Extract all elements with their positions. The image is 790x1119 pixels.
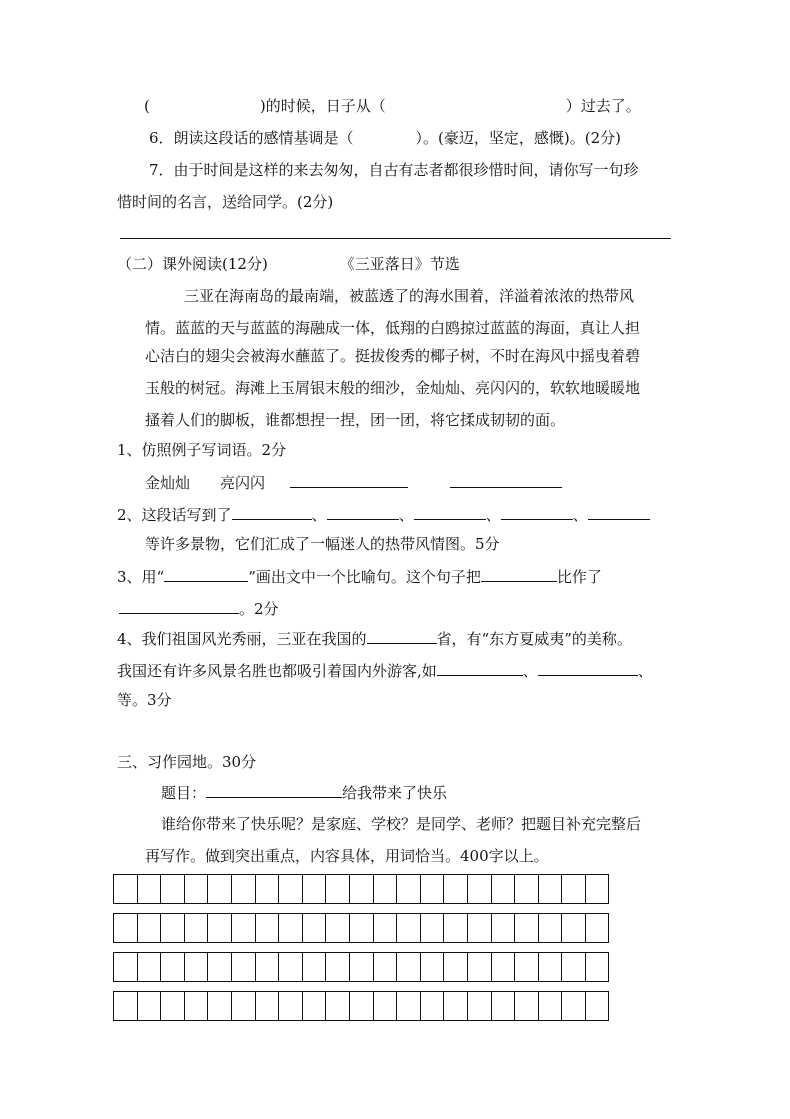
blank-scene-2[interactable]	[327, 504, 399, 520]
fill-line-days	[144, 96, 641, 116]
q2-text: 2、这段话写到了	[117, 506, 232, 524]
question-b3-cont	[119, 598, 279, 619]
passage-line-3: 心洁白的翅尖会被海水蘸蓝了。挺拔俊秀的椰子树，不时在海风中摇曳着碧	[145, 347, 641, 365]
section-b-label: （二）课外阅读(12分)	[117, 255, 268, 273]
passage-line-4: 玉般的树冠。海滩上玉屑银末般的细沙，金灿灿、亮闪闪的，软软地暖暖地	[145, 379, 641, 397]
essay-prompt-line2: 再写作。做到突出重点，内容具体，用词恰当。400字以上。	[145, 847, 549, 865]
question-b2	[117, 504, 650, 525]
open-paren: (	[144, 97, 150, 115]
blank-word-2[interactable]	[450, 472, 562, 488]
sep-3: 、	[485, 506, 501, 524]
section-b-heading	[117, 254, 460, 274]
q6-options: ）。(豪迈，坚定，感慨)。(2分)	[415, 129, 621, 147]
q3-text-a: 3、用“	[117, 568, 165, 586]
blank-scene-3[interactable]	[414, 504, 486, 520]
topic-label: 题目：	[161, 784, 207, 802]
section-three-heading: 三、习作园地。30分	[117, 753, 257, 771]
blank-underline-mark[interactable]	[164, 566, 248, 582]
blank-sight-2[interactable]	[538, 660, 638, 676]
blank-word-1[interactable]	[290, 472, 408, 488]
question-b1: 1、仿照例子写词语。2分	[117, 441, 287, 459]
text-days-from: )的时候，日子从（	[259, 97, 386, 115]
text-passed: ）过去了。	[565, 97, 641, 115]
question-b3	[117, 566, 602, 587]
q4-text-b: 省，有“东方夏威夷”的美称。	[436, 630, 632, 648]
q3-text-b: ”画出文中一个比喻句。这个句子把	[248, 568, 481, 586]
question-7-line1: 7．由于时间是这样的来去匆匆，自古有志者都很珍惜时间，请你写一句珍	[149, 161, 639, 179]
q6-text: 6．朗读这段话的感情基调是（	[149, 129, 354, 147]
q3-text-d: 。2分	[239, 600, 279, 618]
q4-sep-1: 、	[522, 662, 538, 680]
topic-suffix: 给我带来了快乐	[342, 784, 448, 802]
blank-scene-1[interactable]	[232, 504, 312, 520]
answer-line-q7	[120, 238, 671, 239]
blank-sight-1[interactable]	[437, 660, 523, 676]
q3-text-c: 比作了	[556, 568, 602, 586]
passage-line-1: 三亚在海南岛的最南端，被蓝透了的海水围着，洋溢着浓浓的热带风	[184, 287, 635, 305]
passage-line-2: 情。蓝蓝的天与蓝蓝的海融成一体，低翔的白鸥掠过蓝蓝的海面，真让人担	[145, 319, 641, 337]
sep-2: 、	[398, 506, 414, 524]
blank-scene-5[interactable]	[588, 504, 650, 520]
q4-text-c: 我国还有许多风景名胜也都吸引着国内外游客,如	[117, 662, 437, 680]
passage-title: 《三亚落日》节选	[339, 255, 460, 273]
question-b4-line2	[117, 660, 653, 681]
writing-grid-row-1[interactable]	[113, 874, 609, 904]
example-word-1: 金灿灿	[145, 474, 191, 492]
question-b2-cont: 等许多景物，它们汇成了一幅迷人的热带风情图。5分	[145, 535, 500, 553]
blank-province[interactable]	[367, 628, 437, 644]
sep-4: 、	[572, 506, 588, 524]
question-b1-examples	[145, 472, 562, 493]
question-7-line2: 惜时间的名言，送给同学。(2分)	[117, 193, 334, 211]
essay-topic	[161, 782, 447, 803]
question-6	[149, 128, 621, 148]
question-b4-line3: 等。3分	[117, 691, 172, 709]
sep-1: 、	[311, 506, 327, 524]
blank-topic[interactable]	[206, 782, 342, 798]
writing-grid-row-2[interactable]	[113, 913, 609, 943]
blank-compare-object[interactable]	[119, 598, 239, 614]
question-b4	[117, 628, 632, 649]
passage-line-5: 搔着人们的脚板，谁都想捏一捏，团一团，将它揉成韧韧的面。	[145, 411, 566, 429]
essay-prompt-line1: 谁给你带来了快乐呢？是家庭、学校？是同学、老师？把题目补充完整后	[161, 815, 642, 833]
writing-grid-row-3[interactable]	[113, 952, 609, 982]
q4-text-a: 4、我们祖国风光秀丽，三亚在我国的	[117, 630, 367, 648]
writing-grid-row-4[interactable]	[113, 991, 609, 1021]
blank-scene-4[interactable]	[501, 504, 573, 520]
example-word-2: 亮闪闪	[220, 474, 266, 492]
blank-compare-subject[interactable]	[481, 566, 557, 582]
q4-sep-2: 、	[637, 662, 653, 680]
